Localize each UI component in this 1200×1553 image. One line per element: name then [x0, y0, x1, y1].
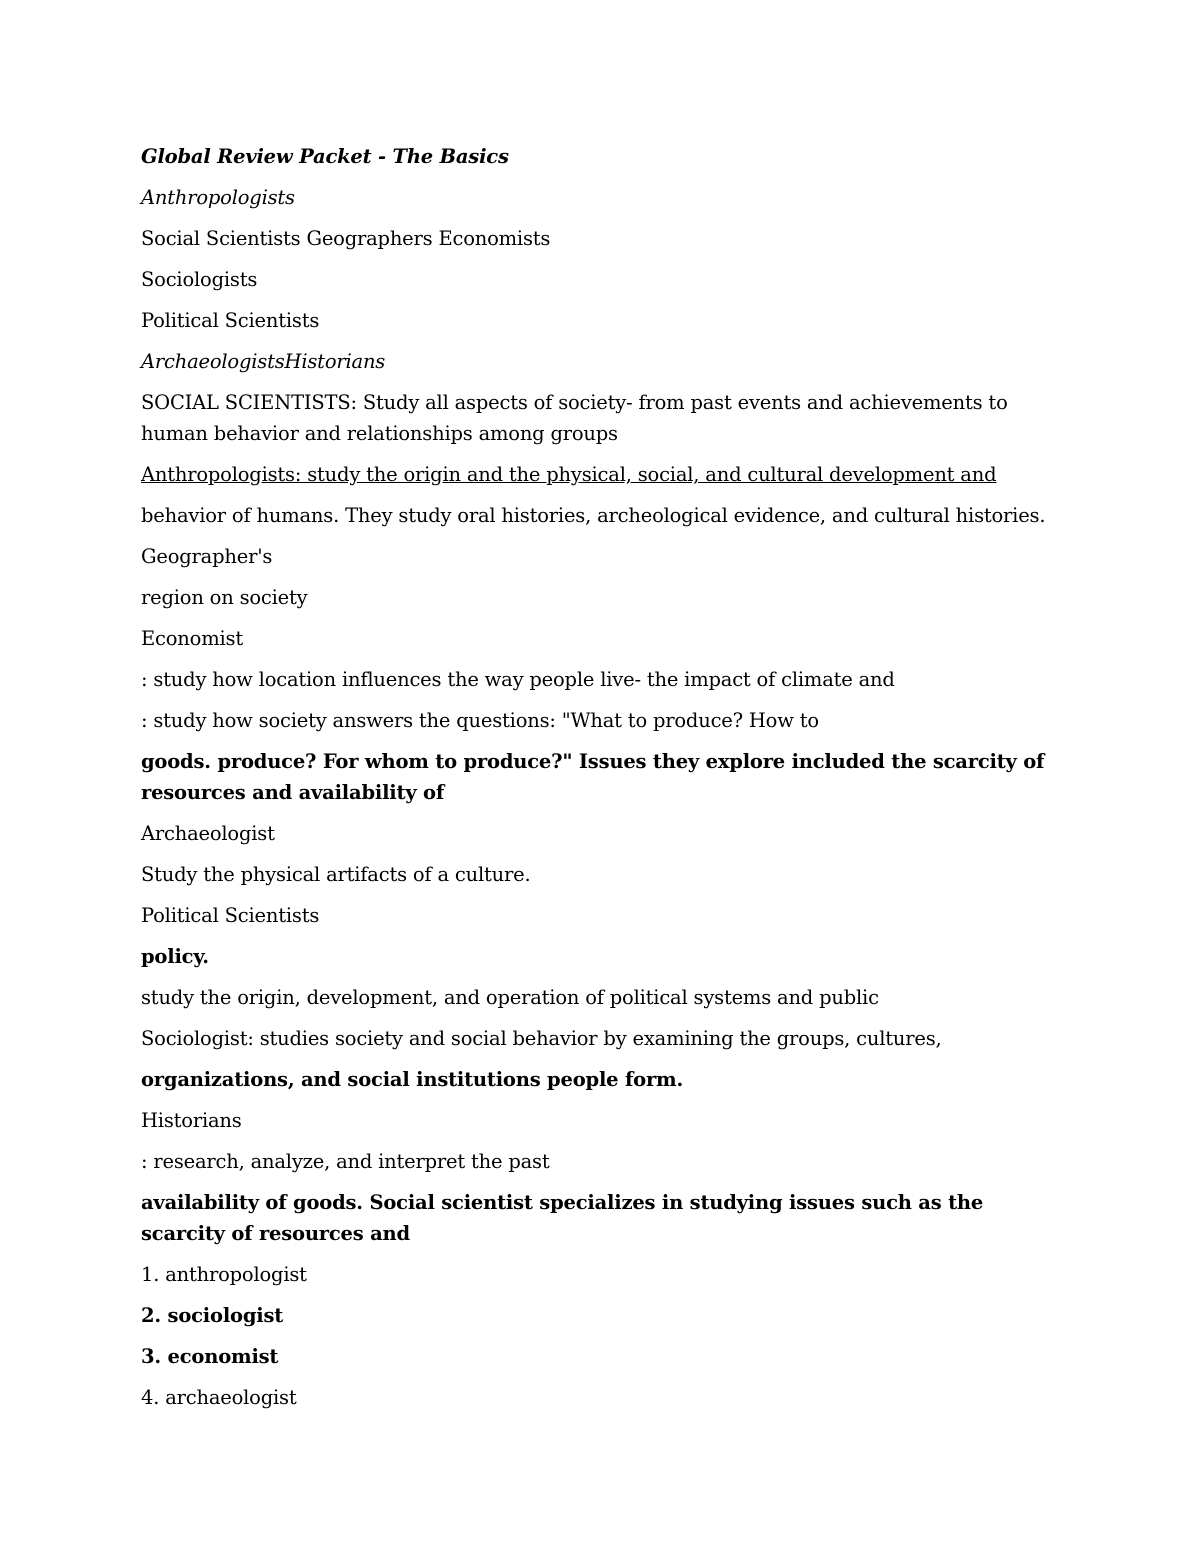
text-line: Sociologist: studies society and social behavior by examining the groups, cultures,	[141, 1027, 942, 1050]
text-line: study the origin, development, and operation of political systems and public	[141, 986, 879, 1009]
text-line: Geographer's	[141, 545, 273, 568]
document-body	[141, 141, 1061, 1423]
bold-text-paragraph: goods. produce? For whom to produce?" Issues they explore included the scarcity of resources and availability of	[141, 750, 1045, 804]
underlined-text-line: Anthropologists: study the origin and the physical, social, and cultural development and	[141, 463, 997, 486]
text-line: Anthropologists	[141, 186, 295, 209]
text-line: Historians	[141, 1109, 242, 1132]
list-item: 1. anthropologist	[141, 1263, 307, 1286]
text-line: ArchaeologistsHistorians	[141, 350, 386, 373]
text-paragraph: SOCIAL SCIENTISTS: Study all aspects of society- from past events and achievements to human behavior and relationships among groups	[141, 391, 1008, 445]
text-line: Sociologists	[141, 268, 258, 291]
text-line: Study the physical artifacts of a culture.	[141, 863, 531, 886]
text-line: behavior of humans. They study oral histories, archeological evidence, and cultural histories.	[141, 504, 1046, 527]
bold-text-line: policy.	[141, 945, 209, 968]
text-line: Political Scientists	[141, 904, 320, 927]
bold-text-paragraph: availability of goods. Social scientist specializes in studying issues such as the scarcity of resources and	[141, 1191, 984, 1245]
document-title: Global Review Packet - The Basics	[141, 145, 509, 168]
text-line: region on society	[141, 586, 308, 609]
list-item: 3. economist	[141, 1345, 279, 1368]
list-item: 2. sociologist	[141, 1304, 284, 1327]
text-line: Economist	[141, 627, 243, 650]
bold-text-line: organizations, and social institutions people form.	[141, 1068, 684, 1091]
text-line: : study how location influences the way people live- the impact of climate and	[141, 668, 895, 691]
list-item: 4. archaeologist	[141, 1386, 297, 1409]
text-line: Social Scientists Geographers Economists	[141, 227, 551, 250]
text-line: Archaeologist	[141, 822, 275, 845]
text-line: : research, analyze, and interpret the past	[141, 1150, 550, 1173]
text-line: : study how society answers the questions: "What to produce? How to	[141, 709, 819, 732]
text-line: Political Scientists	[141, 309, 320, 332]
